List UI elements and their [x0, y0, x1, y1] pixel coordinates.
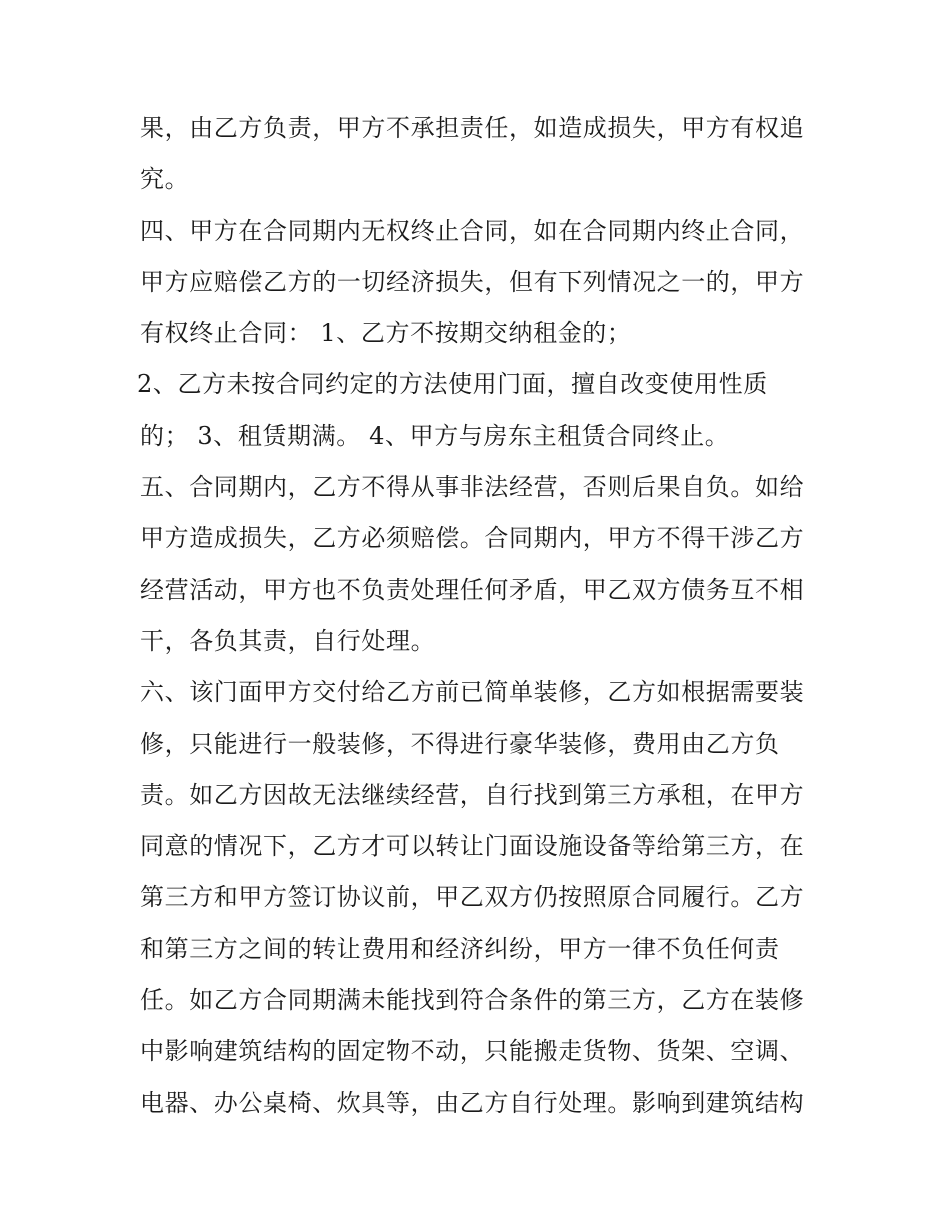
text-line: 甲方造成损失，乙方必须赔偿。合同期内，甲方不得干涉乙方 — [140, 524, 805, 553]
text-line: 和第三方之间的转让费用和经济纠纷，甲方一律不负任何责 — [140, 934, 780, 963]
text-line: 的； 3、租赁期满。 4、甲方与房东主租赁合同终止。 — [140, 421, 730, 450]
text-line: 第三方和甲方签订协议前，甲乙双方仍按照原合同履行。乙方 — [140, 883, 805, 912]
text-line: 责。如乙方因故无法继续经营，自行找到第三方承租，在甲方 — [140, 780, 805, 809]
text-line: 干，各负其责，自行处理。 — [140, 626, 436, 655]
text-line: 任。如乙方合同期满未能找到符合条件的第三方，乙方在装修 — [140, 986, 805, 1015]
text-line: 2、乙方未按合同约定的方法使用门面，擅自改变使用性质 — [137, 370, 768, 399]
text-line: 同意的情况下，乙方才可以转让门面设施设备等给第三方，在 — [140, 832, 805, 861]
text-line: 果，由乙方负责，甲方不承担责任，如造成损失，甲方有权追 — [140, 114, 805, 142]
text-line: 中影响建筑结构的固定物不动，只能搬走货物、货架、空调、 — [140, 1037, 805, 1066]
text-line: 四、甲方在合同期内无权终止合同，如在合同期内终止合同， — [140, 216, 805, 245]
text-line: 究。 — [140, 165, 190, 194]
text-line: 经营活动，甲方也不负责处理任何矛盾，甲乙双方债务互不相 — [140, 575, 805, 604]
text-line: 修，只能进行一般装修，不得进行豪华装修，费用由乙方负 — [140, 729, 780, 758]
text-line: 电器、办公桌椅、炊具等，由乙方自行处理。影响到建筑结构 — [140, 1088, 805, 1117]
text-line: 六、该门面甲方交付给乙方前已简单装修，乙方如根据需要装 — [140, 678, 805, 707]
text-line: 有权终止合同： 1、乙方不按期交纳租金的； — [140, 319, 632, 348]
text-line: 甲方应赔偿乙方的一切经济损失，但有下列情况之一的，甲方 — [140, 267, 805, 296]
text-line: 五、合同期内，乙方不得从事非法经营，否则后果自负。如给 — [140, 473, 805, 502]
contract-text — [137, 103, 830, 1129]
